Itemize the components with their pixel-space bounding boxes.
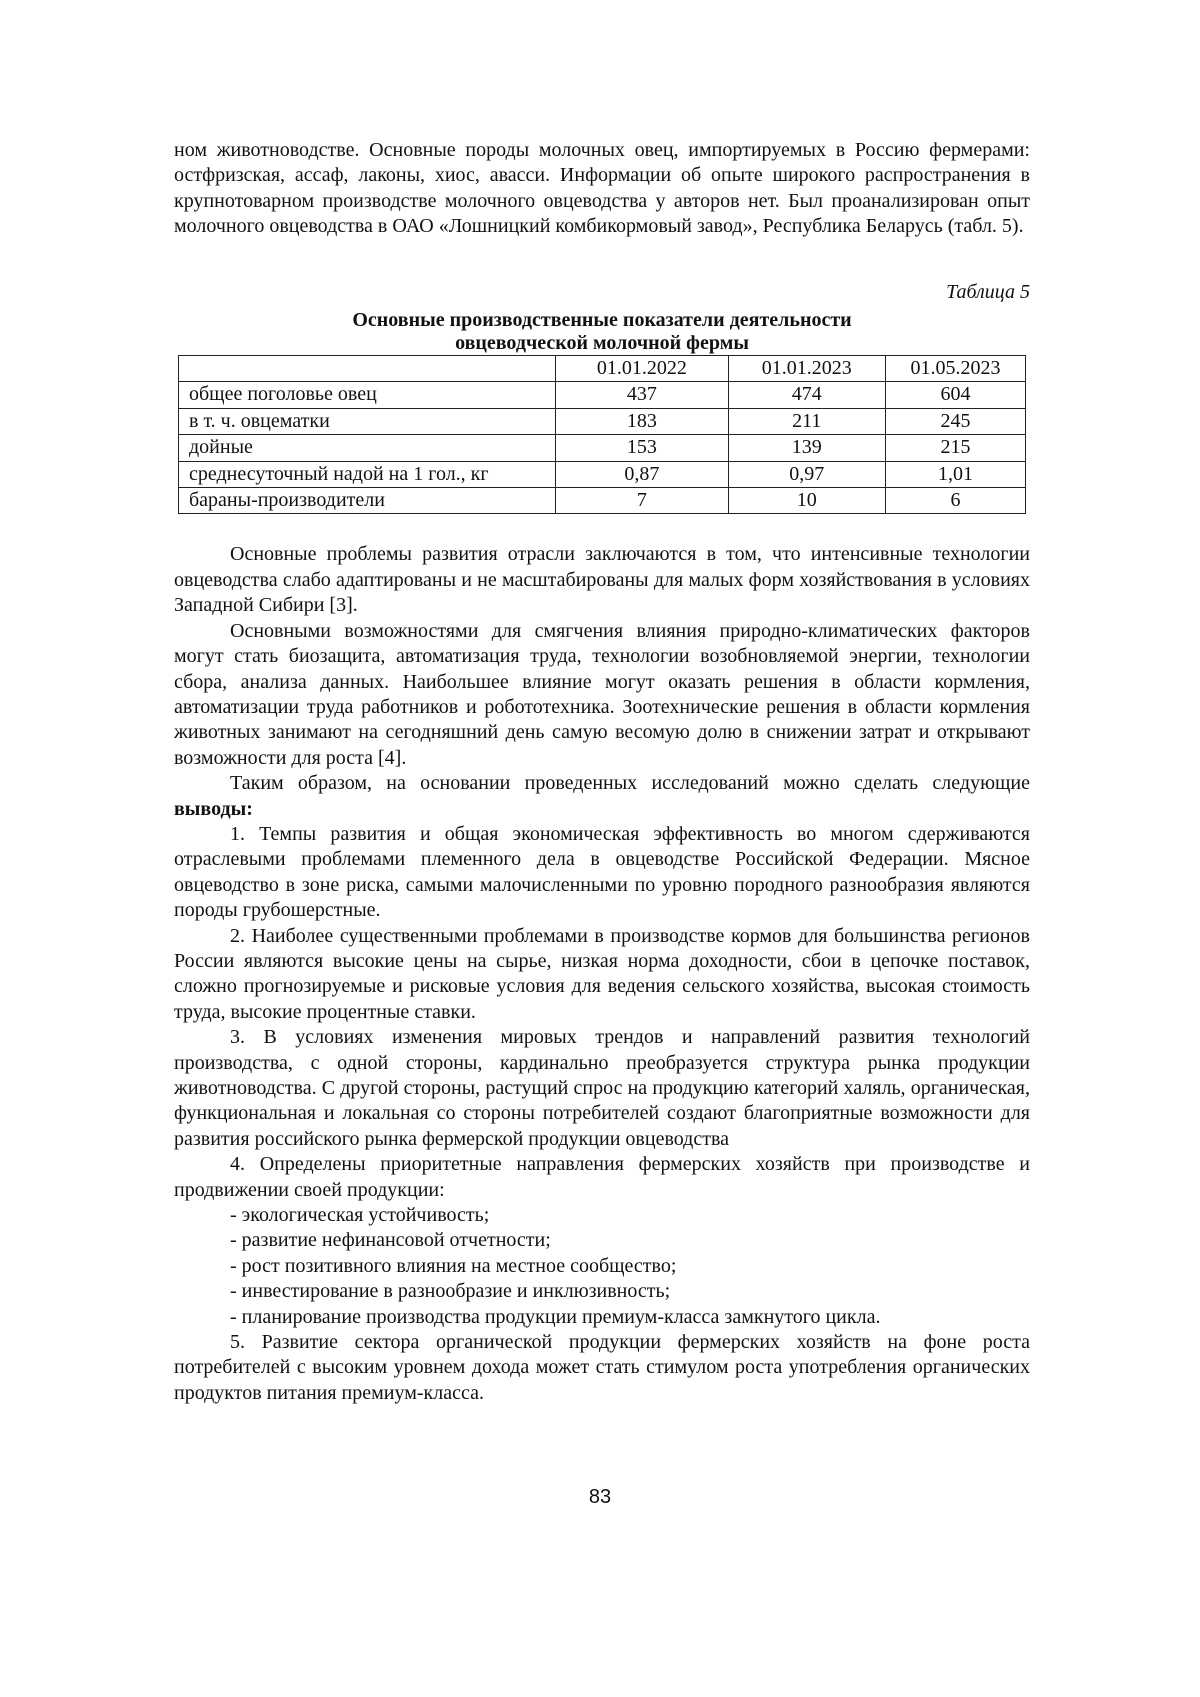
table-header-row <box>179 356 1026 382</box>
row-value: 215 <box>885 435 1025 461</box>
conclusion-point-2: 2. Наиболее существенными проблемами в производстве кормов для большинства регионов России являются высокие цены на сырье, низкая норма доходности, сбои в цепочке поставок, сложно прогнозируемые и рисковые условия для ведения сельского хозяйства, высокая стоимость труда, высокие процентные ставки. <box>174 924 1030 1023</box>
table-title-line2: овцеводческой молочной фермы <box>455 332 749 355</box>
page-number: 83 <box>588 1486 612 1508</box>
list-item: - экологическая устойчивость; <box>230 1204 490 1227</box>
table-row <box>179 461 1026 487</box>
conclusions-heading: выводы: <box>174 797 253 820</box>
row-value: 211 <box>728 408 885 434</box>
conclusion-point-4: 4. Определены приоритетные направления фермерских хозяйств при производстве и продвижении своей продукции: <box>174 1153 1030 1201</box>
row-value: 7 <box>556 488 728 514</box>
table-header-cell: 01.05.2023 <box>885 356 1025 382</box>
intro-paragraph: ном животноводстве. Основные породы молочных овец, импортируемых в Россию фермерами: остфризская, ассаф, лаконы, хиос, авасси. Информации об опыте широкого распространения в крупнотоварном производстве молочного овцеводства у авторов нет. Был проанализирован опыт молочного овцеводства в ОАО «Лошницкий комбикормовый завод», Республика Беларусь (табл. 5). <box>174 139 1030 238</box>
list-item: - инвестирование в разнообразие и инклюзивность; <box>230 1280 671 1303</box>
row-label: в т. ч. овцематки <box>179 408 556 434</box>
row-value: 245 <box>885 408 1025 434</box>
table-title <box>174 309 1030 355</box>
list-item: - рост позитивного влияния на местное сообщество; <box>230 1254 677 1277</box>
table-header-cell: 01.01.2022 <box>556 356 728 382</box>
opportunities-paragraph: Основными возможностями для смягчения влияния природно-климатических факторов могут стать биозащита, автоматизация труда, технологии возобновляемой энергии, технологии сбора, анализа данных. Наибольшее влияние могут оказать решения в области кормления, автоматизации труда работников и робототехника. Зоотехнические решения в области кормления животных занимают на сегодняшний день самую весомую долю в снижении затрат и открывают возможности для роста [4]. <box>174 619 1030 769</box>
row-label: общее поголовье овец <box>179 382 556 408</box>
row-value: 474 <box>728 382 885 408</box>
spacer <box>174 514 1030 542</box>
table-row <box>179 435 1026 461</box>
table-caption: Таблица 5 <box>946 280 1030 303</box>
row-label: дойные <box>179 435 556 461</box>
row-value: 10 <box>728 488 885 514</box>
row-value: 183 <box>556 408 728 434</box>
table-title-line1: Основные производственные показатели деятельности <box>352 309 852 332</box>
list-item: - планирование производства продукции премиум-класса замкнутого цикла. <box>230 1305 881 1328</box>
row-label: среднесуточный надой на 1 гол., кг <box>179 461 556 487</box>
row-value: 0,97 <box>728 461 885 487</box>
conclusion-lead-text: Таким образом, на основании проведенных исследований можно сделать следующие <box>230 772 1030 795</box>
conclusion-lead-paragraph <box>174 771 1030 822</box>
page-content <box>174 138 1030 1406</box>
table-header-cell <box>179 356 556 382</box>
problems-paragraph: Основные проблемы развития отрасли заключаются в том, что интенсивные технологии овцеводства слабо адаптированы и не масштабированы для малых форм хозяйствования в условиях Западной Сибири [3]. <box>174 543 1030 617</box>
row-value: 1,01 <box>885 461 1025 487</box>
row-value: 437 <box>556 382 728 408</box>
table-header-cell: 01.01.2023 <box>728 356 885 382</box>
conclusion-point-1: 1. Темпы развития и общая экономическая эффективность во многом сдерживаются отраслевыми проблемами племенного дела в овцеводстве Российской Федерации. Мясное овцеводство в зоне риска, самыми малочисленными по уровню породного разнообразия являются породы грубошерстные. <box>174 822 1030 922</box>
table-row <box>179 488 1026 514</box>
row-label: бараны-производители <box>179 488 556 514</box>
row-value: 0,87 <box>556 461 728 487</box>
table-row <box>179 408 1026 434</box>
list-item: - развитие нефинансовой отчетности; <box>230 1229 551 1252</box>
conclusion-point-3: 3. В условиях изменения мировых трендов и направлений развития технологий производства, с одной стороны, кардинально преобразуется структура рынка продукции животноводства. С другой стороны, растущий спрос на продукцию категорий халяль, органическая, функциональная и локальная со стороны потребителей создают благоприятные возможности для развития российского рынка фермерской продукции овцеводства <box>174 1026 1030 1150</box>
table-row <box>179 382 1026 408</box>
production-table <box>178 355 1026 514</box>
row-value: 139 <box>728 435 885 461</box>
conclusion-point-5: 5. Развитие сектора органической продукции фермерских хозяйств на фоне роста потребителей с высоким уровнем дохода может стать стимулом роста употребления органических продуктов питания премиум-класса. <box>174 1331 1030 1404</box>
row-value: 6 <box>885 488 1025 514</box>
row-value: 604 <box>885 382 1025 408</box>
row-value: 153 <box>556 435 728 461</box>
